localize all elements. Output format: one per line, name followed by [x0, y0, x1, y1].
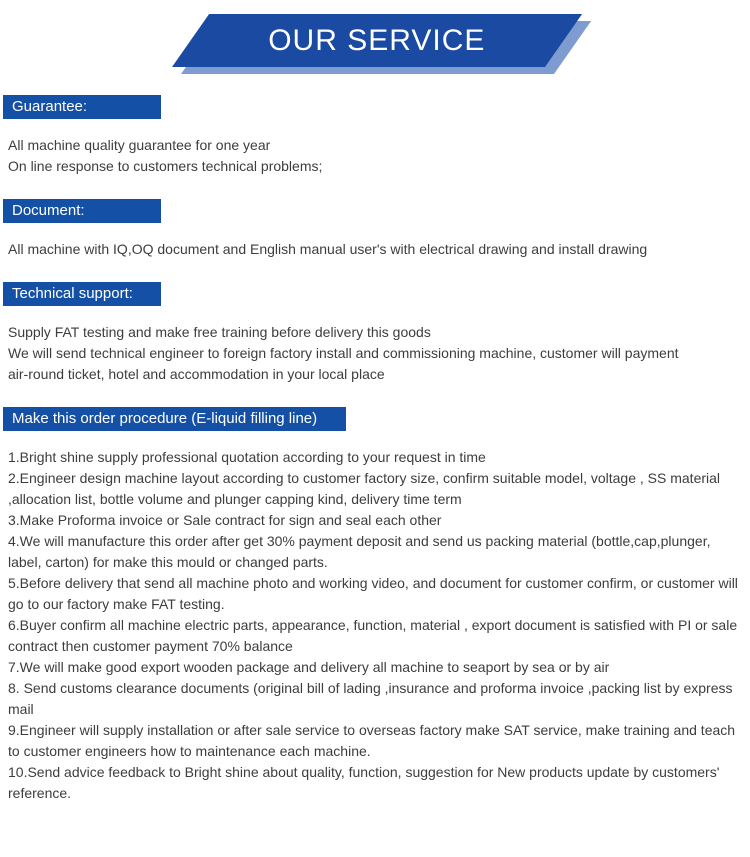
text-line: to customer engineers how to maintenance each machine. — [8, 743, 371, 759]
text-line: 4.We will manufacture this order after get 30% payment deposit and send us packing material (bottle,cap,plunger, — [8, 533, 711, 549]
text-line: contract then customer payment 70% balance — [8, 638, 293, 654]
text-line: 3.Make Proforma invoice or Sale contract for sign and seal each other — [8, 512, 442, 528]
section-body-guarantee — [0, 135, 750, 177]
text-line: go to our factory make FAT testing. — [8, 596, 225, 612]
text-line: label, carton) for make this mould or changed parts. — [8, 554, 328, 570]
page-title: OUR SERVICE — [268, 23, 486, 57]
text-line: 8. Send customs clearance documents (original bill of lading ,insurance and proforma invoice ,packing list by express — [8, 680, 733, 696]
text-line: ,allocation list, bottle volume and plunger capping kind, delivery time term — [8, 491, 462, 507]
text-line: 1.Bright shine supply professional quotation according to your request in time — [8, 449, 486, 465]
text-line: 2.Engineer design machine layout according to customer factory size, confirm suitable model, voltage , SS material — [8, 470, 721, 486]
text-line: 10.Send advice feedback to Bright shine about quality, function, suggestion for New products update by customers' — [8, 764, 720, 780]
section-label-order-procedure: Make this order procedure (E-liquid filling line) — [3, 407, 346, 431]
text-line: mail — [8, 701, 34, 717]
banner — [172, 14, 582, 67]
section-document — [0, 199, 750, 260]
text-line: On line response to customers technical problems; — [8, 158, 323, 174]
text-line: 9.Engineer will supply installation or after sale service to overseas factory make SAT service, make training and teach — [8, 722, 736, 738]
text-line: Supply FAT testing and make free training before delivery this goods — [8, 324, 431, 340]
section-order-procedure — [0, 407, 750, 804]
section-body-technical-support — [0, 322, 750, 385]
our-service-banner — [0, 0, 750, 73]
text-line: reference. — [8, 785, 72, 801]
section-body-document — [0, 239, 750, 260]
text-line: 5.Before delivery that send all machine photo and working video, and document for customer confirm, or customer will — [8, 575, 738, 591]
section-label-guarantee: Guarantee: — [3, 95, 161, 119]
section-label-document: Document: — [3, 199, 161, 223]
text-line: All machine quality guarantee for one year — [8, 137, 271, 153]
text-line: We will send technical engineer to foreign factory install and commissioning machine, customer will payment — [8, 345, 679, 361]
text-line: All machine with IQ,OQ document and English manual user's with electrical drawing and install drawing — [8, 241, 648, 257]
text-line: 6.Buyer confirm all machine electric parts, appearance, function, material , export document is satisfied with PI or sale — [8, 617, 738, 633]
section-guarantee — [0, 95, 750, 177]
text-line: air-round ticket, hotel and accommodation in your local place — [8, 366, 385, 382]
text-line: 7.We will make good export wooden package and delivery all machine to seaport by sea or by air — [8, 659, 610, 675]
section-label-technical-support: Technical support: — [3, 282, 161, 306]
section-technical-support — [0, 282, 750, 385]
section-body-order-procedure — [0, 447, 750, 804]
